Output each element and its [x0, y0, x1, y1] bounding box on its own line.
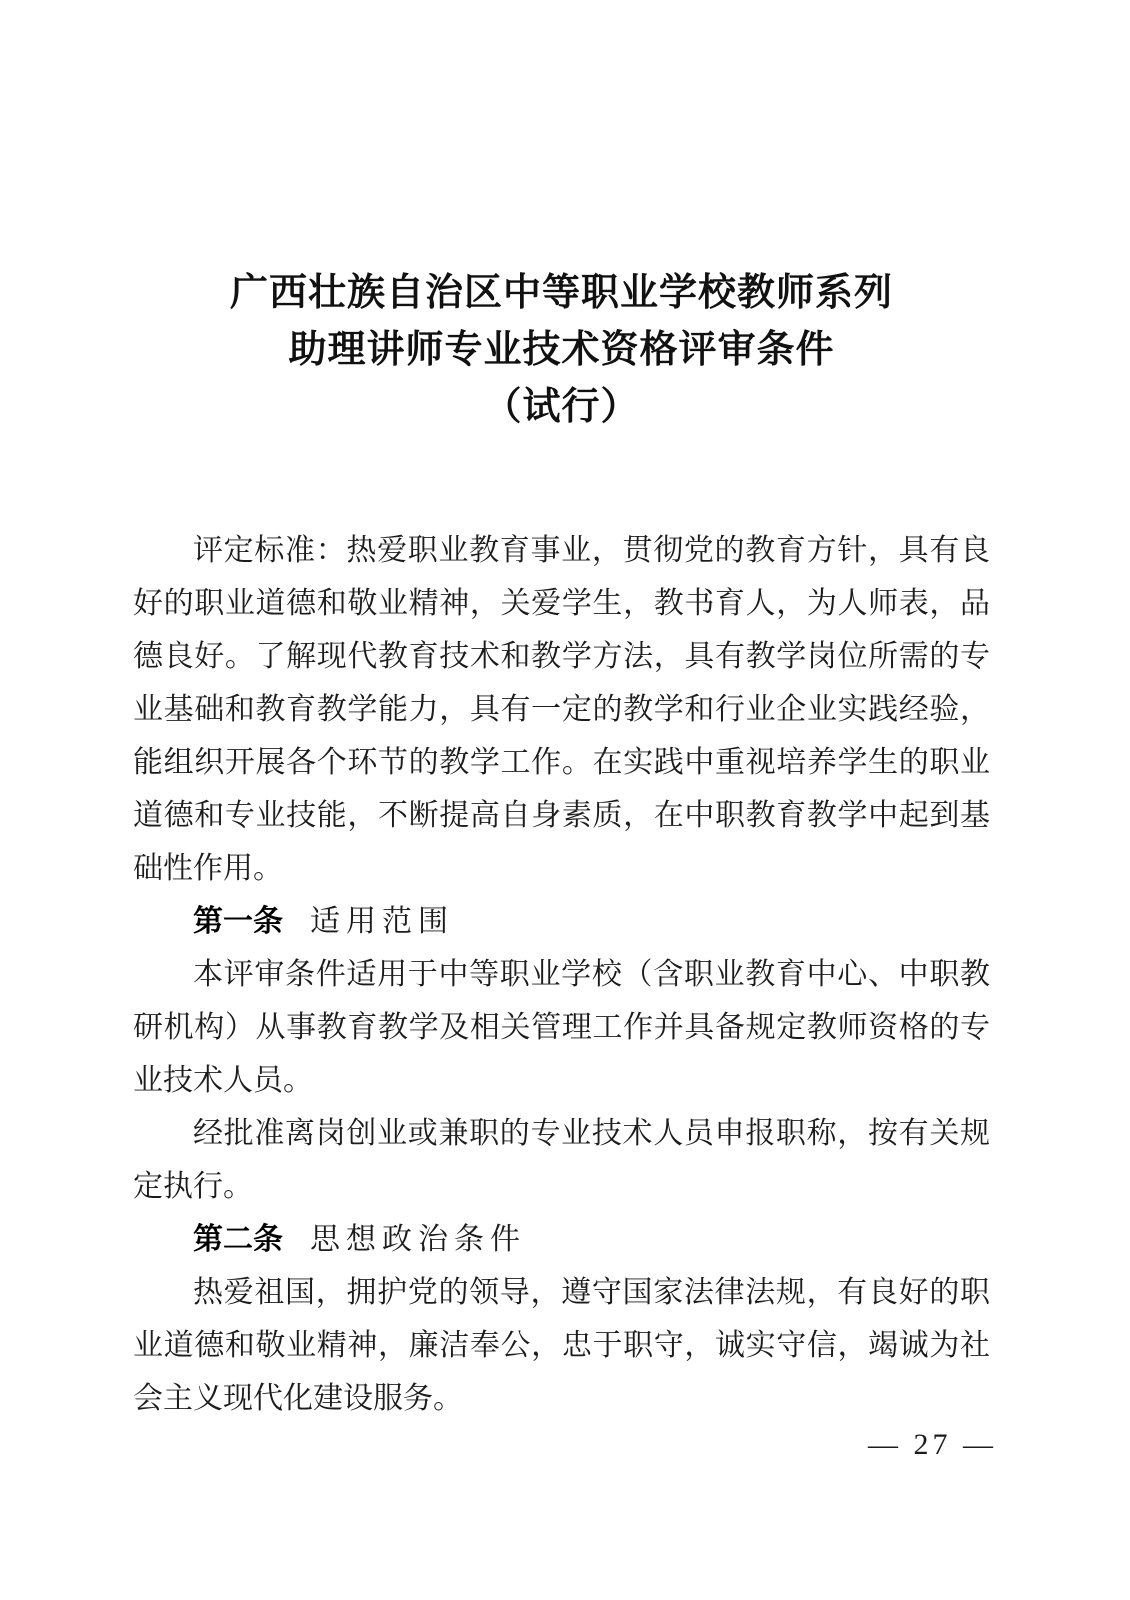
- article-1-paragraph-1: 本评审条件适用于中等职业学校（含职业教育中心、中职教研机构）从事教育教学及相关管理工作并具备规定教师资格的专业技术人员。: [133, 958, 990, 1098]
- document-title-line-2: 助理讲师专业技术资格评审条件: [288, 329, 835, 372]
- intro-paragraph: 评定标准：热爱职业教育事业，贯彻党的教育方针，具有良好的职业道德和敬业精神，关爱学生，教书育人，为人师表，品德良好。了解现代教育技术和教学方法，具有教学岗位所需的专业基础和教育教学能力，具有一定的教学和行业企业实践经验，能组织开展各个环节的教学工作。在实践中重视培养学生的职业道德和专业技能，不断提高自身素质，在中职教育教学中起到基础性作用。: [133, 534, 990, 886]
- document-title-line-3: （试行）: [483, 386, 640, 429]
- document-title: [133, 265, 990, 436]
- article-2-heading: [133, 1213, 990, 1266]
- article-2-paragraph-1: 热爱祖国，拥护党的领导，遵守国家法律法规，有良好的职业道德和敬业精神，廉洁奉公，忠于职守，诚实守信，竭诚为社会主义现代化建设服务。: [133, 1276, 990, 1416]
- article-1-paragraph-2: 经批准离岗创业或兼职的专业技术人员申报职称，按有关规定执行。: [133, 1117, 990, 1204]
- article-1-heading: [133, 895, 990, 948]
- article-2-title: 思想政治条件: [310, 1223, 526, 1257]
- article-2-label: 第二条: [193, 1223, 283, 1257]
- article-1-label: 第一条: [193, 905, 283, 939]
- article-1-title: 适用范围: [310, 905, 454, 939]
- document-body: [133, 524, 990, 1425]
- page-number: — 27 —: [868, 1428, 997, 1461]
- document-content: [133, 240, 990, 1425]
- document-title-line-1: 广西壮族自治区中等职业学校教师系列: [229, 272, 893, 315]
